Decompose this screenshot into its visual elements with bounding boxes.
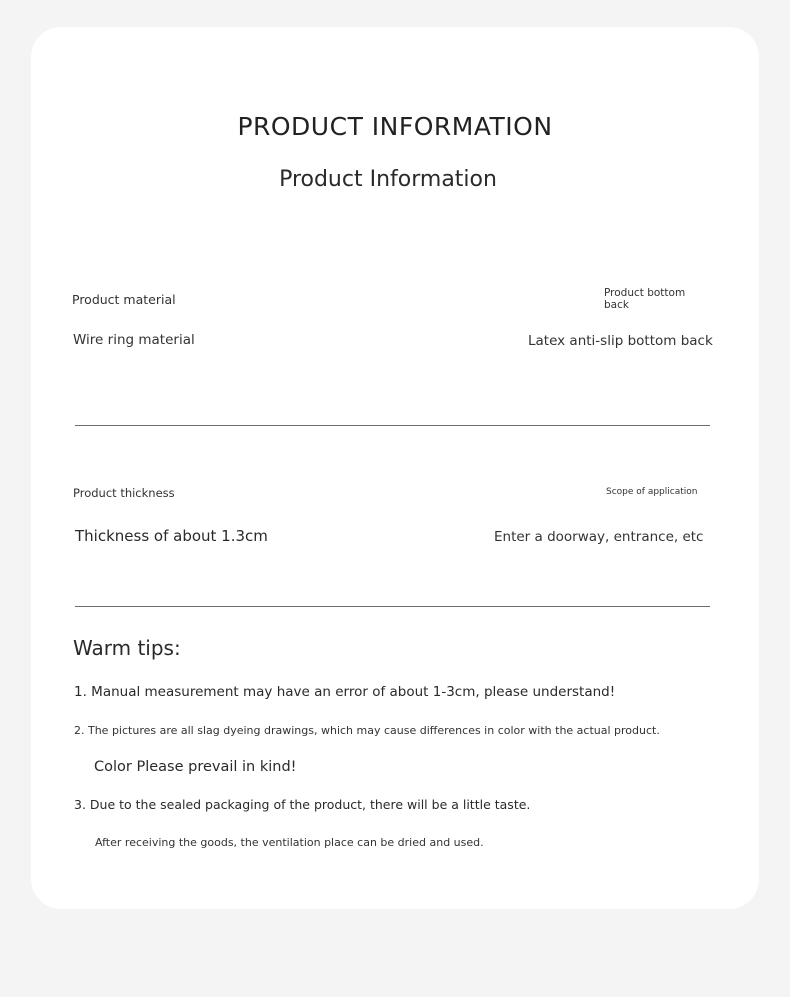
page-title: PRODUCT INFORMATION (237, 112, 553, 141)
tip-item-3-continued: After receiving the goods, the ventilation place can be dried and used. (95, 836, 484, 849)
thickness-value: Thickness of about 1.3cm (75, 527, 268, 545)
divider-top (75, 425, 710, 426)
bottom-label-line2: back (604, 299, 629, 311)
tip-item-2-continued: Color Please prevail in kind! (94, 759, 297, 775)
info-card (31, 27, 759, 909)
scope-value: Enter a doorway, entrance, etc (494, 529, 704, 545)
bottom-value: Latex anti-slip bottom back (528, 333, 713, 349)
thickness-label: Product thickness (73, 486, 175, 500)
tips-title: Warm tips: (73, 636, 181, 660)
bottom-label-line1: Product bottom (604, 287, 686, 299)
material-label: Product material (72, 292, 176, 307)
divider-bottom (75, 606, 710, 607)
page-subtitle: Product Information (279, 167, 497, 192)
scope-label: Scope of application (606, 487, 698, 497)
tip-item-2: 2. The pictures are all slag dyeing drawings, which may cause differences in color with the actual product. (74, 724, 660, 737)
material-value: Wire ring material (73, 332, 195, 348)
tip-item-3: 3. Due to the sealed packaging of the product, there will be a little taste. (74, 797, 531, 812)
tip-item-1: 1. Manual measurement may have an error of about 1-3cm, please understand! (74, 684, 616, 700)
